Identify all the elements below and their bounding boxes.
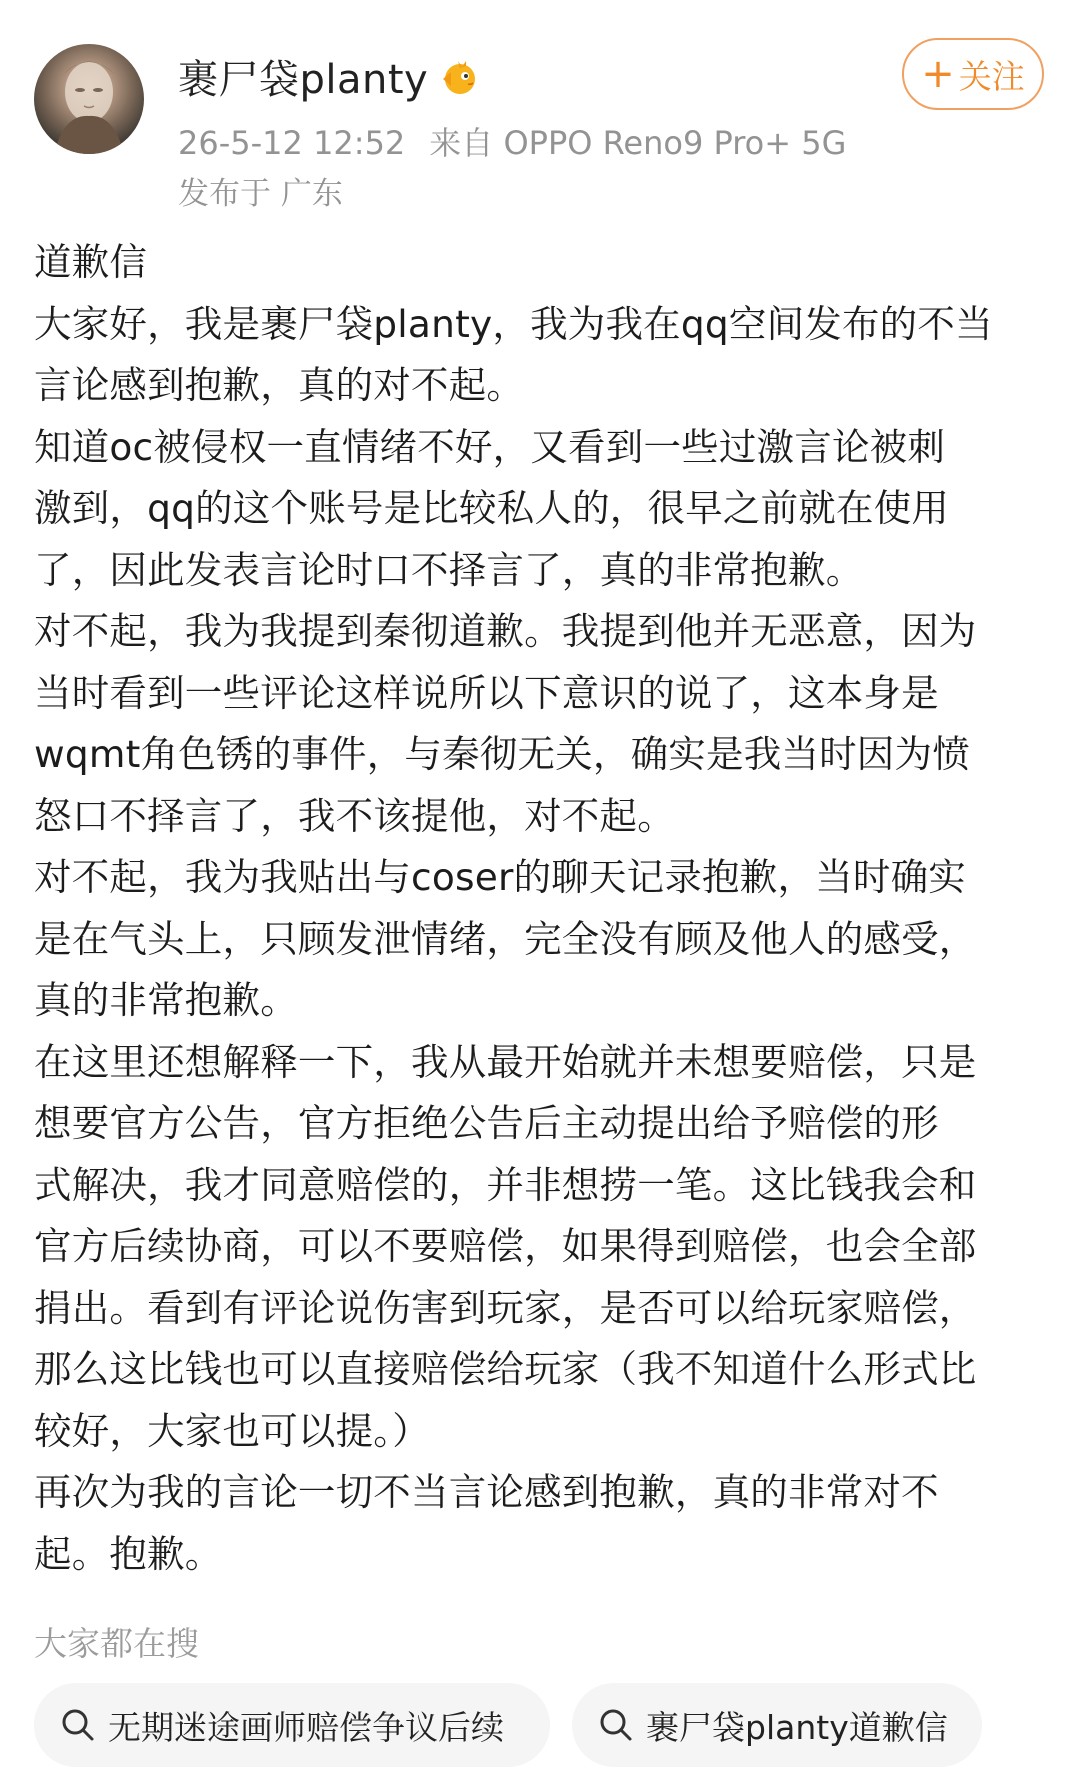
avatar-image: [34, 44, 144, 154]
post-line: 较好，大家也可以提。）: [34, 1408, 430, 1453]
post-line: 式解决，我才同意赔偿的，并非想捞一笔。这比钱我会和: [34, 1162, 977, 1207]
post-line: 是在气头上，只顾发泄情绪，完全没有顾及他人的感受，: [34, 916, 977, 961]
search-icon: [60, 1707, 96, 1743]
post-line: 想要官方公告，官方拒绝公告后主动提出给予赔偿的形: [34, 1101, 939, 1145]
post-line: 对不起，我为我贴出与coser的聊天记录抱歉，当时确实: [34, 855, 966, 899]
post-meta: [178, 118, 846, 164]
trending-search-chip[interactable]: [34, 1683, 550, 1767]
post-line: 了，因此发表言论时口不择言了，真的非常抱歉。: [34, 547, 864, 592]
avatar[interactable]: [34, 44, 144, 154]
post-line: 真的非常抱歉。: [34, 978, 298, 1022]
follow-button[interactable]: [902, 38, 1044, 110]
post-line: 对不起，我为我提到秦彻道歉。我提到他并无恶意，因为: [34, 609, 977, 653]
yellow-fish-badge-icon[interactable]: [438, 55, 482, 99]
post-body: [34, 232, 1054, 1585]
search-icon: [598, 1707, 634, 1743]
post-line: 大家好，我是裹尸袋planty，我为我在qq空间发布的不当: [34, 301, 993, 346]
username[interactable]: 裹尸袋planty: [178, 57, 429, 103]
post-line: 言论感到抱歉，真的对不起。: [34, 363, 525, 407]
post-line: 捐出。看到有评论说伤害到玩家，是否可以给玩家赔偿，: [34, 1285, 977, 1330]
post-location: 发布于 广东: [178, 176, 343, 212]
post-header: [0, 0, 1080, 230]
trending-search-label: 大家都在搜: [34, 1624, 199, 1663]
plus-icon: +: [921, 51, 955, 97]
post-line: 道歉信: [34, 240, 148, 284]
post-line: 再次为我的言论一切不当言论感到抱歉，真的非常对不: [34, 1470, 939, 1514]
trending-search-text: 裹尸袋planty道歉信: [646, 1707, 948, 1747]
post-line: 当时看到一些评论这样说所以下意识的说了，这本身是: [34, 670, 939, 715]
username-row: [178, 48, 482, 105]
follow-label: 关注: [958, 56, 1025, 96]
post-line: 激到，qq的这个账号是比较私人的，很早之前就在使用: [34, 486, 950, 530]
post-line: 起。抱歉。: [34, 1531, 223, 1576]
post-line: 在这里还想解释一下，我从最开始就并未想要赔偿，只是: [34, 1039, 977, 1084]
post-line: 官方后续协商，可以不要赔偿，如果得到赔偿，也会全部: [34, 1224, 977, 1268]
post-line: wqmt角色锈的事件，与秦彻无关，确实是我当时因为愤: [34, 732, 970, 776]
post-timestamp: 26-5-12 12:52: [178, 124, 406, 162]
post-line: 那么这比钱也可以直接赔偿给玩家（我不知道什么形式比: [34, 1347, 977, 1391]
trending-search-text: 无期迷途画师赔偿争议后续: [108, 1707, 504, 1747]
trending-search-chip[interactable]: [572, 1683, 982, 1767]
post-source-device: 来自 OPPO Reno9 Pro+ 5G: [429, 124, 847, 162]
post-line: 知道oc被侵权一直情绪不好，又看到一些过激言论被刺: [34, 424, 946, 469]
post-line: 怒口不择言了，我不该提他，对不起。: [34, 793, 675, 838]
